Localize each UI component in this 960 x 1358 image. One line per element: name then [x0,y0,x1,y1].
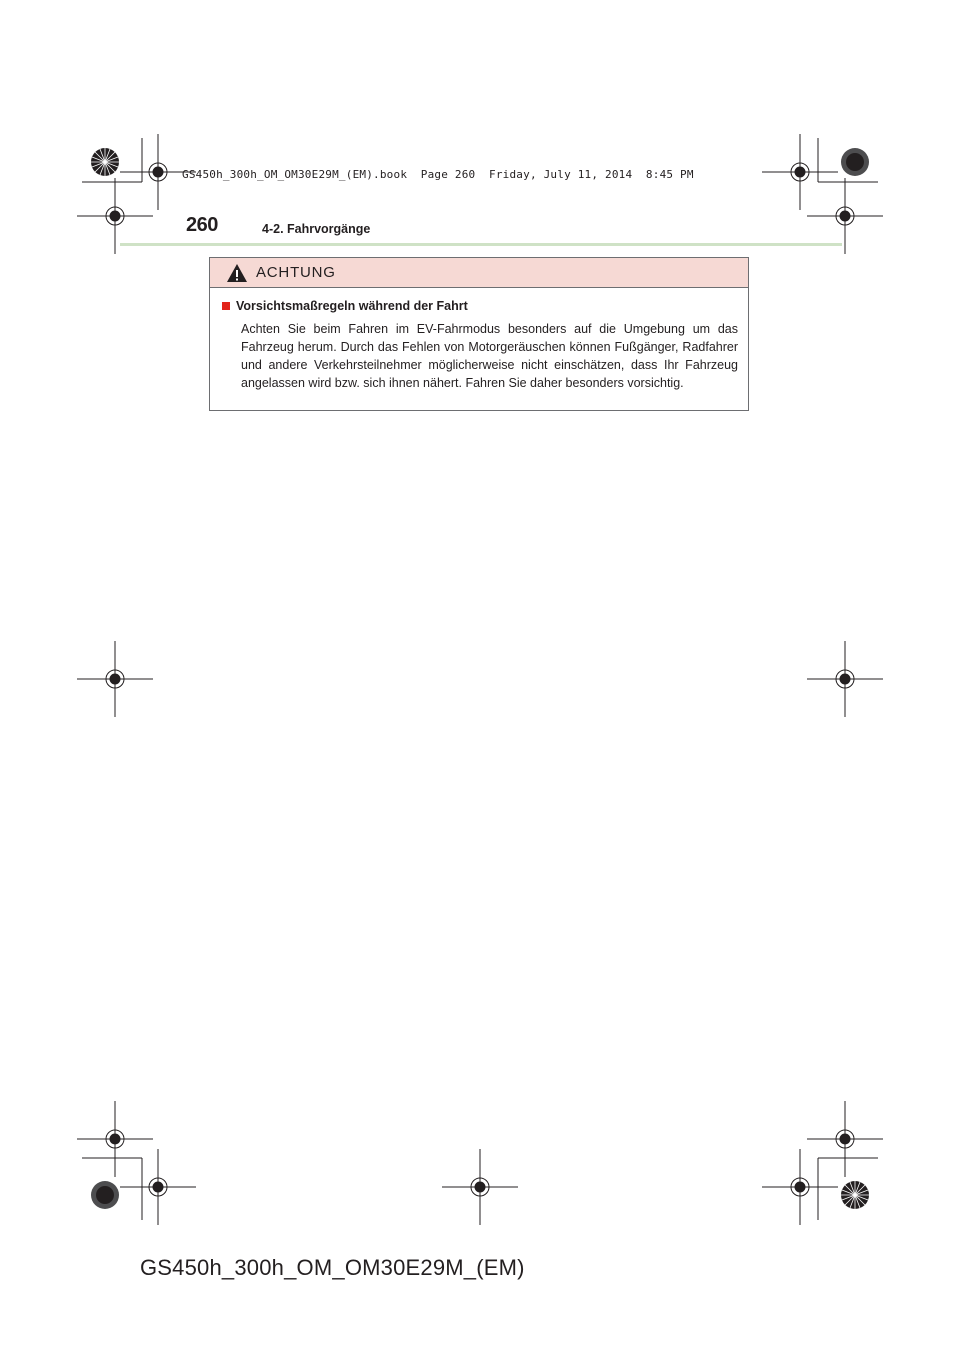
header-rule [120,243,842,246]
footer-document-code: GS450h_300h_OM_OM30E29M_(EM) [140,1255,525,1280]
caution-item-heading [222,299,738,313]
registration-crosshair-icon [120,1149,196,1225]
print-info: GS450h_300h_OM_OM30E29M_(EM).book Page 260 Friday, July 11, 2014 8:45 PM [182,168,694,181]
caution-item-text: Achten Sie beim Fahren im EV-Fahrmodus besonders auf die Umgebung um das Fahrzeug herum. Durch das Fehlen von Motorgeräuschen können Fußgänger, Radfahrer und andere Verkehrsteilnehmer möglicherweise nicht einschätzen, dass Ihr Fahrzeug angelassen wird bzw. sich ihnen nähert. Fahren Sie daher besonders vorsichtig. [241,322,738,390]
warning-triangle-icon [226,263,248,283]
page-number: 260 [186,214,218,236]
star-wheel-bottom-left [91,1181,119,1209]
registration-crosshair-icon [762,134,838,210]
caution-item-heading-text: Vorsichtsmaßregeln während der Fahrt [236,299,468,313]
star-wheel-top-right [841,148,869,176]
registration-crosshair-icon [807,641,883,717]
star-wheel-top-left [91,148,119,176]
star-wheel-bottom-right [841,1181,869,1209]
caution-body [210,288,748,392]
registration-crosshair-icon [442,1149,518,1225]
caution-box [209,257,749,411]
registration-crosshair-icon [762,1149,838,1225]
caution-header [210,258,748,288]
caution-title: ACHTUNG [256,264,336,281]
red-square-bullet-icon [222,302,230,310]
registration-crosshair-icon [77,641,153,717]
section-title: 4-2. Fahrvorgänge [262,222,371,236]
